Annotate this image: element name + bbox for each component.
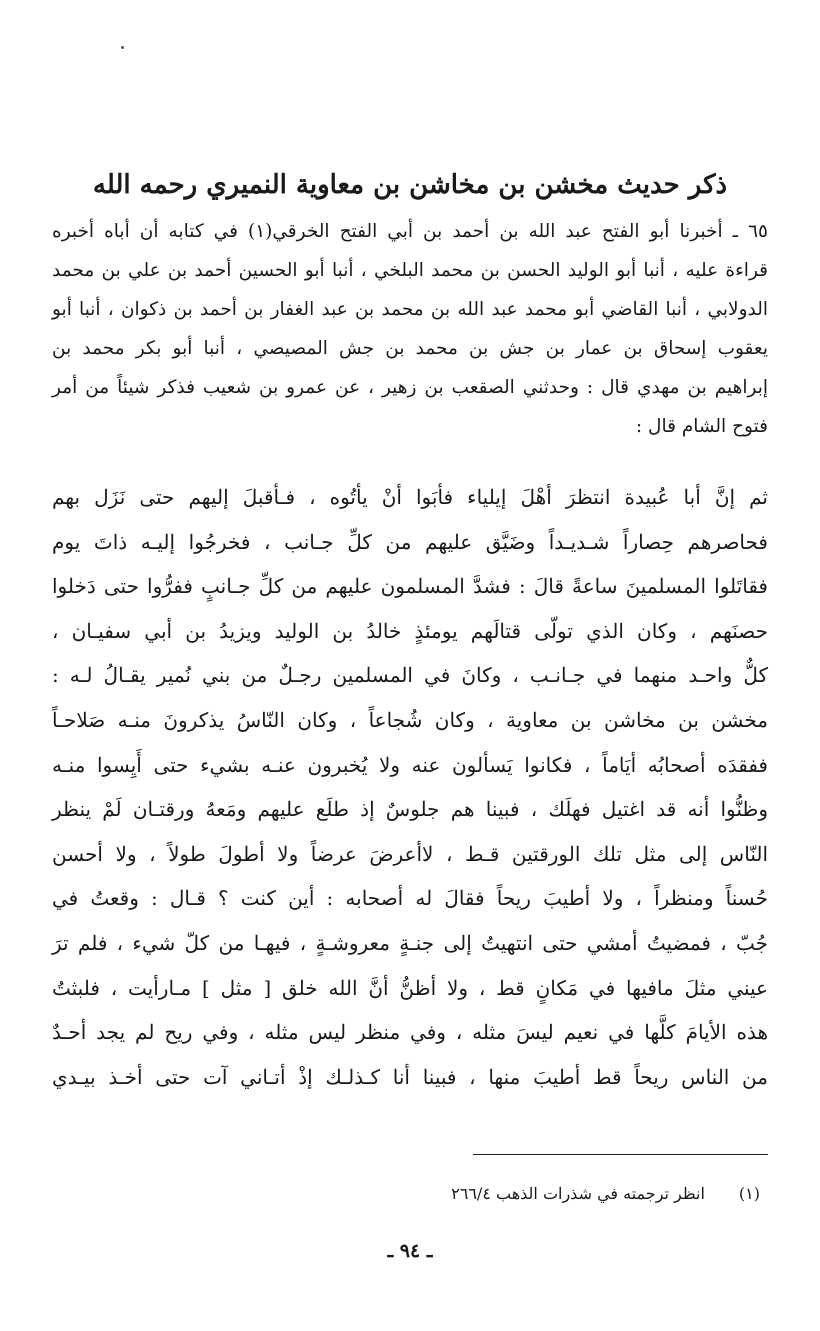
section-title: ذكر حديث مخشن بن مخاشن بن معاوية النميري رحمه الله [92,170,728,201]
body-line: حصنَهم ، وكان الذي تولّى قتالَهم يومئذٍ خالدُ بن الوليد ويزيدُ بن أبي سفيـان ، [52,618,768,643]
isnad-paragraph [52,212,768,446]
narrative-paragraph [52,475,768,1099]
isnad-line: فتوح الشام قال : [635,416,768,437]
isnad-line: إبراهيم بن مهدي قال : وحدثني الصقعب بن زهير ، عن عمرو بن شعيب فذكر شيئاً من أمر [52,377,768,398]
scan-speck [121,46,124,49]
footnote-number: (١) [738,1184,760,1203]
isnad-line: قراءة عليه ، أنبا أبو الوليد الحسن بن محمد البلخي ، أنبا أبو الحسين أحمد بن علي بن محمد [52,260,768,281]
body-line: وظنُّوا أنه قد اغتيل فهلَك ، فبينا هم جلوسٌ إذ طلَع عليهم ومَعهُ ورقتـان لَمْ ينظر [52,797,768,822]
isnad-line: الدولابي ، أنبا القاضي أبو محمد عبد الله بن محمد بن عبد الغفار بن أحمد بن ذكوان ، أنبا أبو [52,299,768,320]
body-line: جُبّ ، فمضيتُ أمشي حتى انتهيتُ إلى جنـةٍ معروشـةٍ ، فيهـا من كلّ شيء ، فلم ترَ [52,930,768,955]
body-line: النّاس إلى مثل تلك الورقتين قـط ، لاأعرضَ عرضاً ولا أطولَ طولاً ، ولا أحسن [52,841,768,866]
body-line: فحاصرهم حِصاراً شـديـداً وضَيَّق عليهم من كلِّ جـانب ، فخرجُوا إليـه ذاتَ يوم [52,529,768,554]
body-line: ففقدَه أصحابُه أيَاماً ، فكانوا يَسألون عنه ولا يُخبرون عنـه بشيء حتى أَيِسوا منـه [52,752,768,777]
body-line: عيني مثلَ مافيها في مَكانٍ قط ، ولا أظنُّ أنَّ الله خلق [ مثل ] مـارأيت ، فلبثتُ [52,975,768,1000]
isnad-line: يعقوب إسحاق بن عمار بن جش بن محمد بن جش المصيصي ، أنبا أبو بكر محمد بن [52,338,768,359]
body-line: حُسناً ومنظراً ، ولا أطيبَ ريحاً فقالَ له أصحابه : أين كنت ؟ قـال : وقعتُ في [52,886,768,911]
footnote-text: انظر ترجمته في شذرات الذهب ٢٦٦/٤ [451,1184,705,1203]
body-line: كلٌّ واحـد منهما في جـانـب ، وكانَ في المسلمين رجـلٌ من بني نُمير يقـالُ لـه : [52,663,768,688]
page-number: ـ ٩٤ ـ [387,1240,433,1262]
isnad-line: ٦٥ ـ أخبرنا أبو الفتح عبد الله بن أحمد بن أبي الفتح الخرقي(١) في كتابه أن أباه أخبره [52,221,768,242]
body-line: هذه الأيامَ كلَّها في نعيم ليسَ مثله ، وفي منظر ليس مثله ، وفي ريح لم يجد أحـدٌ [52,1020,768,1045]
footnote-separator [473,1154,768,1155]
body-line: مخشن بن مخاشن بن معاوية ، وكان شُجاعاً ، وكان النّاسُ يذكرونَ منـه صَلاحـاً [52,707,768,732]
body-line: من الناس ريحاً قط أطيبَ منها ، فبينا أنا كـذلـك إذْ أتـاني آت حتى أخـذ بيـدي [52,1064,768,1089]
body-line: فقاتَلوا المسلمينَ ساعةً قالَ : فشدَّ المسلمون عليهم من كلِّ جـانبٍ ففرُّوا حتى دَخلوا [52,574,768,599]
footnote [451,1181,760,1207]
body-line: ثم إنَّ أبا عُبيدة انتظرَ أهْلَ إيلياء فأبَوا أنْ يأتُوه ، فـأقبلَ إليهم حتى نَزَل بهم [52,485,768,509]
